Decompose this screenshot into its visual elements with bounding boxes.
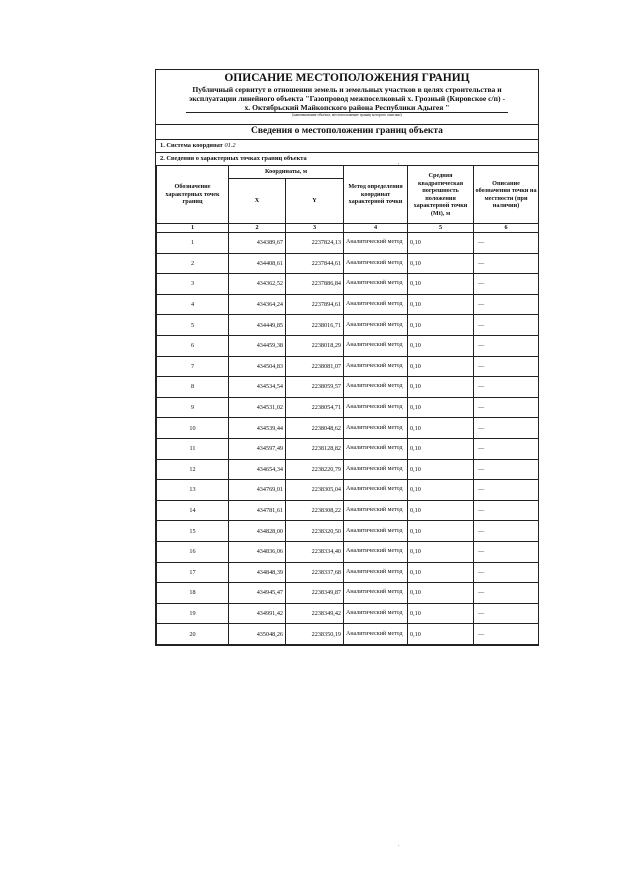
point-number-cell: 18 (157, 583, 229, 604)
method-cell: Аналитический метод (344, 418, 408, 439)
y-coordinate-cell: 2238018,29 (286, 335, 344, 356)
description-cell: — (474, 356, 539, 377)
description-cell: — (474, 459, 539, 480)
point-number-cell: 12 (157, 459, 229, 480)
column-numbers-row (157, 224, 539, 233)
object-name-note: (наименование объекта, местоположение границ которого описано) (186, 112, 508, 118)
table-row (157, 274, 539, 295)
table-row (157, 500, 539, 521)
y-coordinate-cell: 2238016,71 (286, 315, 344, 336)
method-cell: Аналитический метод (344, 583, 408, 604)
point-number-cell: 7 (157, 356, 229, 377)
column-number: 3 (286, 224, 344, 233)
method-cell: Аналитический метод (344, 233, 408, 254)
point-number-cell: 6 (157, 335, 229, 356)
x-coordinate-cell: 434654,34 (229, 459, 286, 480)
header-error: Средняя квадратическая погрешность положения характерной точки (Мt), м (408, 166, 474, 224)
error-cell: 0,10 (408, 562, 474, 583)
description-cell: — (474, 397, 539, 418)
y-coordinate-cell: 2238337,68 (286, 562, 344, 583)
table-row (157, 459, 539, 480)
error-cell: 0,10 (408, 480, 474, 501)
error-cell: 0,10 (408, 233, 474, 254)
column-number: 5 (408, 224, 474, 233)
header-coordinates: Координаты, м (229, 166, 344, 179)
scan-mark: . (398, 842, 400, 848)
method-cell: Аналитический метод (344, 603, 408, 624)
y-coordinate-cell: 2238349,42 (286, 603, 344, 624)
scan-mark: ' (398, 163, 400, 169)
error-cell: 0,10 (408, 356, 474, 377)
point-number-cell: 14 (157, 500, 229, 521)
table-row (157, 521, 539, 542)
table-row (157, 356, 539, 377)
table-row (157, 480, 539, 501)
column-number: 2 (229, 224, 286, 233)
description-cell: — (474, 253, 539, 274)
method-cell: Аналитический метод (344, 356, 408, 377)
point-number-cell: 15 (157, 521, 229, 542)
y-coordinate-cell: 2238305,04 (286, 480, 344, 501)
header-point: Обозначение характерных точек границ (157, 166, 229, 224)
coordinate-system-value: 01.2 (224, 142, 236, 149)
y-coordinate-cell: 2238081,07 (286, 356, 344, 377)
point-number-cell: 8 (157, 377, 229, 398)
error-cell: 0,10 (408, 397, 474, 418)
description-cell: — (474, 521, 539, 542)
y-coordinate-cell: 2238350,19 (286, 624, 344, 645)
y-coordinate-cell: 2237894,61 (286, 294, 344, 315)
table-row (157, 541, 539, 562)
description-cell: — (474, 541, 539, 562)
method-cell: Аналитический метод (344, 294, 408, 315)
point-number-cell: 10 (157, 418, 229, 439)
header-description: Описание обозначения точки на местности (при наличии) (474, 166, 539, 224)
method-cell: Аналитический метод (344, 480, 408, 501)
description-cell: — (474, 377, 539, 398)
document-subtitle-line-1: Публичный сервитут в отношении земель и земельных участков в целях строительства и (192, 85, 502, 94)
x-coordinate-cell: 434991,42 (229, 603, 286, 624)
method-cell: Аналитический метод (344, 624, 408, 645)
x-coordinate-cell: 434836,06 (229, 541, 286, 562)
table-row (157, 294, 539, 315)
point-number-cell: 17 (157, 562, 229, 583)
error-cell: 0,10 (408, 500, 474, 521)
x-coordinate-cell: 434531,02 (229, 397, 286, 418)
error-cell: 0,10 (408, 274, 474, 295)
error-cell: 0,10 (408, 335, 474, 356)
point-number-cell: 9 (157, 397, 229, 418)
table-row (157, 624, 539, 645)
table-row (157, 397, 539, 418)
error-cell: 0,10 (408, 521, 474, 542)
description-cell: — (474, 500, 539, 521)
y-coordinate-cell: 2238220,79 (286, 459, 344, 480)
description-cell: — (474, 624, 539, 645)
column-number: 6 (474, 224, 539, 233)
table-row (157, 335, 539, 356)
x-coordinate-cell: 434539,44 (229, 418, 286, 439)
description-cell: — (474, 294, 539, 315)
point-number-cell: 20 (157, 624, 229, 645)
method-cell: Аналитический метод (344, 253, 408, 274)
table-row (157, 603, 539, 624)
coordinate-system-line (156, 139, 538, 152)
x-coordinate-cell: 434449,85 (229, 315, 286, 336)
point-number-cell: 1 (157, 233, 229, 254)
point-number-cell: 19 (157, 603, 229, 624)
error-cell: 0,10 (408, 438, 474, 459)
method-cell: Аналитический метод (344, 335, 408, 356)
coordinate-system-label: 1. Система координат (160, 142, 223, 149)
y-coordinate-cell: 2238334,40 (286, 541, 344, 562)
column-number: 1 (157, 224, 229, 233)
method-cell: Аналитический метод (344, 459, 408, 480)
table-row (157, 377, 539, 398)
error-cell: 0,10 (408, 315, 474, 336)
point-number-cell: 13 (157, 480, 229, 501)
x-coordinate-cell: 434362,52 (229, 274, 286, 295)
x-coordinate-cell: 434364,24 (229, 294, 286, 315)
point-number-cell: 2 (157, 253, 229, 274)
point-number-cell: 4 (157, 294, 229, 315)
description-cell: — (474, 335, 539, 356)
error-cell: 0,10 (408, 377, 474, 398)
error-cell: 0,10 (408, 294, 474, 315)
method-cell: Аналитический метод (344, 377, 408, 398)
error-cell: 0,10 (408, 418, 474, 439)
document-subtitle-line-3: х. Октябрьский Майкопского района Республики Адыгея " (244, 103, 450, 112)
boundary-description-sheet (155, 69, 539, 646)
error-cell: 0,10 (408, 583, 474, 604)
y-coordinate-cell: 2237844,61 (286, 253, 344, 274)
x-coordinate-cell: 434504,83 (229, 356, 286, 377)
description-cell: — (474, 438, 539, 459)
point-number-cell: 3 (157, 274, 229, 295)
x-coordinate-cell: 434597,49 (229, 438, 286, 459)
section-title: Сведения о местоположении границ объекта (156, 124, 538, 139)
description-cell: — (474, 480, 539, 501)
error-cell: 0,10 (408, 459, 474, 480)
boundary-points-table (156, 165, 539, 645)
method-cell: Аналитический метод (344, 541, 408, 562)
x-coordinate-cell: 434769,01 (229, 480, 286, 501)
table-row (157, 562, 539, 583)
description-cell: — (474, 233, 539, 254)
table-row (157, 583, 539, 604)
x-coordinate-cell: 434408,61 (229, 253, 286, 274)
table-row (157, 438, 539, 459)
document-title: ОПИСАНИЕ МЕСТОПОЛОЖЕНИЯ ГРАНИЦ (224, 72, 470, 84)
error-cell: 0,10 (408, 603, 474, 624)
table-row (157, 253, 539, 274)
y-coordinate-cell: 2238054,71 (286, 397, 344, 418)
y-coordinate-cell: 2237824,13 (286, 233, 344, 254)
column-number: 4 (344, 224, 408, 233)
x-coordinate-cell: 434459,38 (229, 335, 286, 356)
method-cell: Аналитический метод (344, 562, 408, 583)
method-cell: Аналитический метод (344, 274, 408, 295)
method-cell: Аналитический метод (344, 521, 408, 542)
document-header (156, 70, 538, 118)
description-cell: — (474, 274, 539, 295)
y-coordinate-cell: 2238059,57 (286, 377, 344, 398)
y-coordinate-cell: 2238320,50 (286, 521, 344, 542)
header-y: Y (286, 179, 344, 224)
y-coordinate-cell: 2238048,62 (286, 418, 344, 439)
error-cell: 0,10 (408, 253, 474, 274)
table-row (157, 233, 539, 254)
method-cell: Аналитический метод (344, 438, 408, 459)
x-coordinate-cell: 434781,61 (229, 500, 286, 521)
x-coordinate-cell: 434848,39 (229, 562, 286, 583)
error-cell: 0,10 (408, 541, 474, 562)
x-coordinate-cell: 435048,26 (229, 624, 286, 645)
point-number-cell: 5 (157, 315, 229, 336)
method-cell: Аналитический метод (344, 500, 408, 521)
description-cell: — (474, 562, 539, 583)
description-cell: — (474, 603, 539, 624)
description-cell: — (474, 418, 539, 439)
x-coordinate-cell: 434945,47 (229, 583, 286, 604)
description-cell: — (474, 583, 539, 604)
document-subtitle-line-2: эксплуатации линейного объекта "Газопровод межпоселковый х. Грозный (Кировское с/п) - (188, 94, 505, 103)
y-coordinate-cell: 2238308,22 (286, 500, 344, 521)
x-coordinate-cell: 434389,67 (229, 233, 286, 254)
method-cell: Аналитический метод (344, 397, 408, 418)
y-coordinate-cell: 2238128,82 (286, 438, 344, 459)
point-number-cell: 11 (157, 438, 229, 459)
y-coordinate-cell: 2238349,87 (286, 583, 344, 604)
x-coordinate-cell: 434534,54 (229, 377, 286, 398)
points-caption: 2. Сведения о характерных точках границ объекта (156, 152, 538, 165)
error-cell: 0,10 (408, 624, 474, 645)
y-coordinate-cell: 2237886,84 (286, 274, 344, 295)
table-row (157, 315, 539, 336)
method-cell: Аналитический метод (344, 315, 408, 336)
table-row (157, 418, 539, 439)
x-coordinate-cell: 434828,00 (229, 521, 286, 542)
header-x: X (229, 179, 286, 224)
description-cell: — (474, 315, 539, 336)
header-method: Метод определения координат характерной точки (344, 166, 408, 224)
point-number-cell: 16 (157, 541, 229, 562)
